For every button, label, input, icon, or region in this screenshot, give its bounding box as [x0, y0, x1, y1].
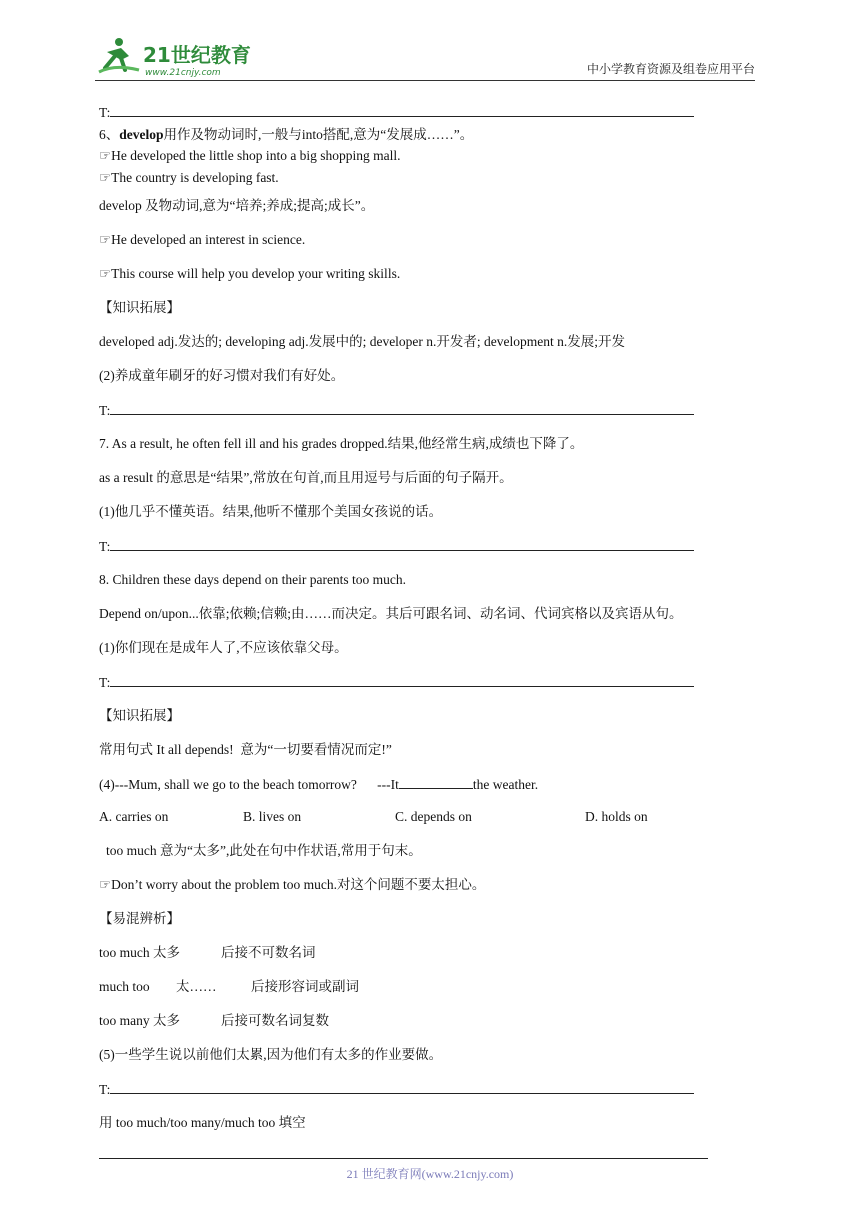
- answer-blank[interactable]: [110, 1080, 694, 1094]
- item-7-heading: 7. As a result, he often fell ill and his grades dropped.结果,他经常生病,成绩也下降了。: [99, 436, 584, 451]
- answer-label: T:: [99, 105, 111, 120]
- answer-label: T:: [99, 403, 111, 418]
- exercise-prompt: (5)一些学生说以前他们太累,因为他们有太多的作业要做。: [99, 1047, 443, 1062]
- answer-line: [99, 673, 694, 692]
- item-6-heading: [99, 126, 473, 144]
- item-8-heading: 8. Children these days depend on their parents too much.: [99, 572, 407, 587]
- comparison-usage: 后接形容词或副词: [251, 979, 359, 994]
- example-sentence: ☞Don’t worry about the problem too much.对这个问题不要太担心。: [99, 877, 486, 892]
- example-sentence: ☞He developed the little shop into a big shopping mall.: [99, 148, 401, 163]
- site-logo: [95, 34, 265, 78]
- option-b[interactable]: B. lives on: [243, 809, 302, 824]
- explanation-text: develop 及物动词,意为“培养;养成;提高;成长”。: [99, 198, 375, 213]
- example-sentence: ☞The country is developing fast.: [99, 170, 279, 185]
- exercise-prompt: (1)你们现在是成年人了,不应该依靠父母。: [99, 640, 348, 655]
- answer-label: T:: [99, 1082, 111, 1097]
- explanation-text: too much 意为“太多”,此处在句中作状语,常用于句末。: [106, 843, 422, 858]
- comparison-term: too many 太多: [99, 1013, 180, 1028]
- section-heading: 【知识拓展】: [99, 300, 180, 315]
- keyword: develop: [119, 127, 164, 142]
- answer-line: [99, 103, 694, 122]
- option-d[interactable]: D. holds on: [585, 809, 648, 824]
- comparison-term: too much 太多: [99, 945, 180, 960]
- comparison-usage: 后接不可数名词: [221, 945, 316, 960]
- exercise-prompt: (1)他几乎不懂英语。结果,他听不懂那个美国女孩说的话。: [99, 504, 443, 519]
- comparison-usage: 后接可数名词复数: [221, 1013, 329, 1028]
- answer-line: [99, 1080, 694, 1099]
- question-text: the weather.: [472, 777, 539, 792]
- explanation-text: as a result 的意思是“结果”,常放在句首,而且用逗号与后面的句子隔开。: [99, 470, 513, 485]
- footer-source[interactable]: 21 世纪教育网(www.21cnjy.com): [346, 1167, 514, 1181]
- section-heading: 【知识拓展】: [99, 708, 180, 723]
- svg-text:21世纪教育: 21世纪教育: [143, 43, 251, 67]
- answer-line: [99, 401, 694, 420]
- footer-divider: [99, 1158, 708, 1159]
- item-number: 6、: [99, 127, 120, 142]
- answer-blank[interactable]: [110, 673, 694, 687]
- answer-line: [99, 537, 694, 556]
- comparison-term: much too: [99, 979, 150, 994]
- option-a[interactable]: A. carries on: [99, 809, 169, 824]
- explanation-text: Depend on/upon...依靠;依赖;信赖;由……而决定。其后可跟名词、动名词、代词宾格以及宾语从句。: [99, 606, 683, 621]
- example-sentence: ☞He developed an interest in science.: [99, 232, 306, 247]
- answer-blank[interactable]: [110, 103, 694, 117]
- item-text: 用作及物动词时,一般与into搭配,意为“发展成……”。: [163, 127, 474, 142]
- explanation-text: developed adj.发达的; developing adj.发展中的; developer n.开发者; development n.发展;开发: [99, 334, 626, 349]
- svg-text:www.21cnjy.com: www.21cnjy.com: [145, 68, 221, 78]
- answer-label: T:: [99, 539, 111, 554]
- exercise-instruction: 用 too much/too many/much too 填空: [99, 1115, 306, 1130]
- answer-blank[interactable]: [110, 401, 694, 415]
- exercise-question: [99, 775, 538, 794]
- platform-name: 中小学教育资源及组卷应用平台: [586, 62, 755, 76]
- page-header: [95, 30, 755, 81]
- option-c[interactable]: C. depends on: [395, 809, 472, 824]
- answer-blank[interactable]: [110, 537, 694, 551]
- exercise-prompt: (2)养成童年刷牙的好习惯对我们有好处。: [99, 368, 345, 383]
- section-heading: 【易混辨析】: [99, 911, 180, 926]
- explanation-text: 常用句式 It all depends! 意为“一切要看情况而定!”: [99, 742, 392, 757]
- fill-blank[interactable]: [399, 775, 473, 789]
- comparison-meaning: 太……: [176, 979, 217, 994]
- question-text: (4)---Mum, shall we go to the beach tomorrow? ---It: [99, 777, 399, 792]
- logo-runner-icon: [95, 34, 265, 78]
- answer-label: T:: [99, 675, 111, 690]
- example-sentence: ☞This course will help you develop your writing skills.: [99, 266, 401, 281]
